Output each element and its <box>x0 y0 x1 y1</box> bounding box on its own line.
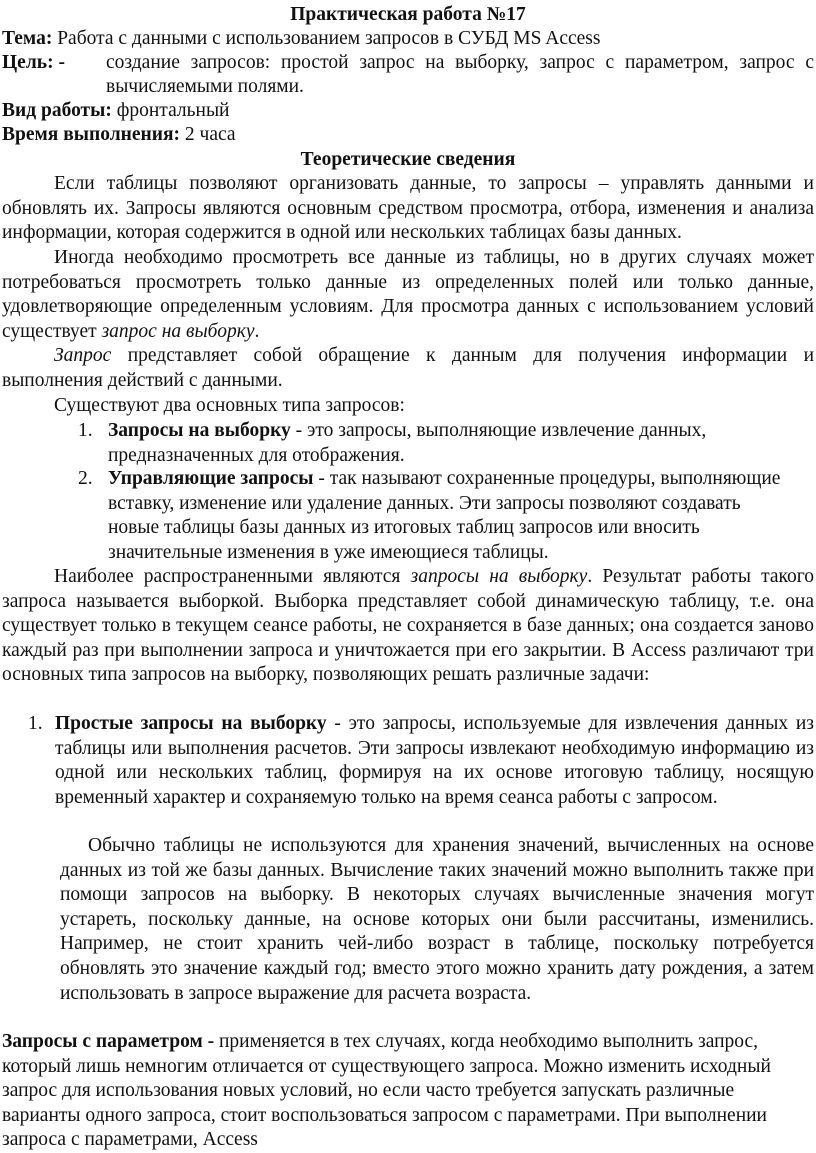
list-item-bold: Управляющие запросы <box>108 468 314 489</box>
paragraph-5-italic: запросы на выборку <box>410 566 588 587</box>
list-item-text: - так называют сохраненные процедуры, выполняющие вставку, изменение или удаление данных. Эти запросы позволяют создавать новые таблицы базы данных из итоговых таблиц запросов или вносить значительные изменения в уже имеющиеся таблицы. <box>108 468 781 563</box>
goal-label: Цель: - <box>2 52 65 73</box>
work-type-value: фронтальный <box>116 100 230 121</box>
paragraph-2-end: . <box>254 320 260 342</box>
paragraph-5-start: Наиболее распространенными являются <box>54 566 401 587</box>
paragraph-1: Если таблицы позволяют организовать данные, то запросы – управлять данными и обновлять их. Запросы являются основным средством просмотра, отбора, изменения и анализа информации, которая содержится в одной или нескольких таблицах базы данных. <box>2 173 814 244</box>
select-item-bold: Простые запросы на выборку <box>55 713 327 734</box>
list-item-text: - это запросы, выполняющие извлечение данных, предназначенных для отображения. <box>108 420 707 466</box>
topic-label: Тема: <box>2 28 53 49</box>
list-item-bold: Запросы на выборку <box>108 420 291 441</box>
param-text: применяется в тех случаях, когда необходимо выполнить запрос, который лишь немногим отличается от существующего запроса. Можно изменить исходный запрос для использования новых условий, но если часто требуется запускать различные варианты одного запроса, стоит воспользоваться запросом с параметрами. При выполнении запроса с параметрами, Access <box>2 1031 771 1151</box>
paragraph-3 <box>2 344 814 393</box>
paragraph-4: Существуют два основных типа запросов: <box>54 395 405 416</box>
select-item-text: - это запросы, используемые для извлечения данных из таблицы или выполнения расчетов. Эти запросы извлекают необходимую информацию из одной или нескольких таблиц, формируя на их основе итоговую таблицу, носящую временный характер и сохраняемую только на время сеанса работы с запросом. <box>55 713 814 808</box>
paragraph-2-italic: запрос на выборку <box>101 320 255 342</box>
paragraph-6: Обычно таблицы не используются для хранения значений, вычисленных на основе данных из той же базы данных. Вычисление таких значений можно выполнить также при помощи запросов на выборку. В некоторых случаях вычисленные значения могут устареть, поскольку данные, на основе которых они были рассчитаны, изменились. Например, не стоит хранить чей-либо возраст в таблице, поскольку потребуется обновлять это значение каждый год; вместо этого можно хранить дату рождения, а затем использовать в запросе выражение для расчета возраста. <box>60 835 814 1004</box>
time-line <box>2 123 814 147</box>
paragraph-2-text: Иногда необходимо просмотреть все данные из таблицы, но в других случаях может потребоваться просмотреть только данные из определенных полей или только данные, удовлетворяющие определенным условиям. Для просмотра данных с использованием условий существует <box>2 247 814 342</box>
paragraph-5-text: . Результат работы такого запроса называется выборкой. Выборка представляет собой динамическую таблицу, т.е. она существует только в текущем сеансе работы, не сохраняется в базе данных; она создается заново каждый раз при выполнении запроса и уничтожается при его закрытии. В Access различают три основных типа запросов на выборку, позволяющих решать различные задачи: <box>2 566 815 686</box>
list-item-number: 1. <box>78 420 93 441</box>
section-heading: Теоретические сведения <box>300 149 516 170</box>
work-type-line <box>2 99 814 123</box>
time-value: 2 часа <box>184 124 236 145</box>
topic-line <box>2 27 814 51</box>
paragraph-3-text: представляет собой обращение к данным для получения информации и выполнения действий с данными. <box>2 345 814 391</box>
list-item <box>108 467 794 565</box>
paragraph-3-italic: Запрос <box>54 345 112 366</box>
paragraph-2 <box>2 246 814 344</box>
time-label: Время выполнения: <box>2 124 181 145</box>
work-type-label: Вид работы: <box>2 100 112 121</box>
paragraph-param <box>2 1030 788 1153</box>
topic-value: Работа с данными с использованием запросов в СУБД MS Access <box>57 28 601 49</box>
select-item-number: 1. <box>28 713 43 734</box>
param-bold: Запросы с параметром - <box>2 1031 215 1052</box>
select-item <box>55 712 814 810</box>
list-item-number: 2. <box>78 468 93 489</box>
page-title: Практическая работа №17 <box>290 4 526 25</box>
paragraph-5 <box>2 565 814 688</box>
goal-value: создание запросов: простой запрос на выборку, запрос с параметром, запрос с вычисляемыми полями. <box>106 52 814 97</box>
list-item <box>108 419 766 468</box>
